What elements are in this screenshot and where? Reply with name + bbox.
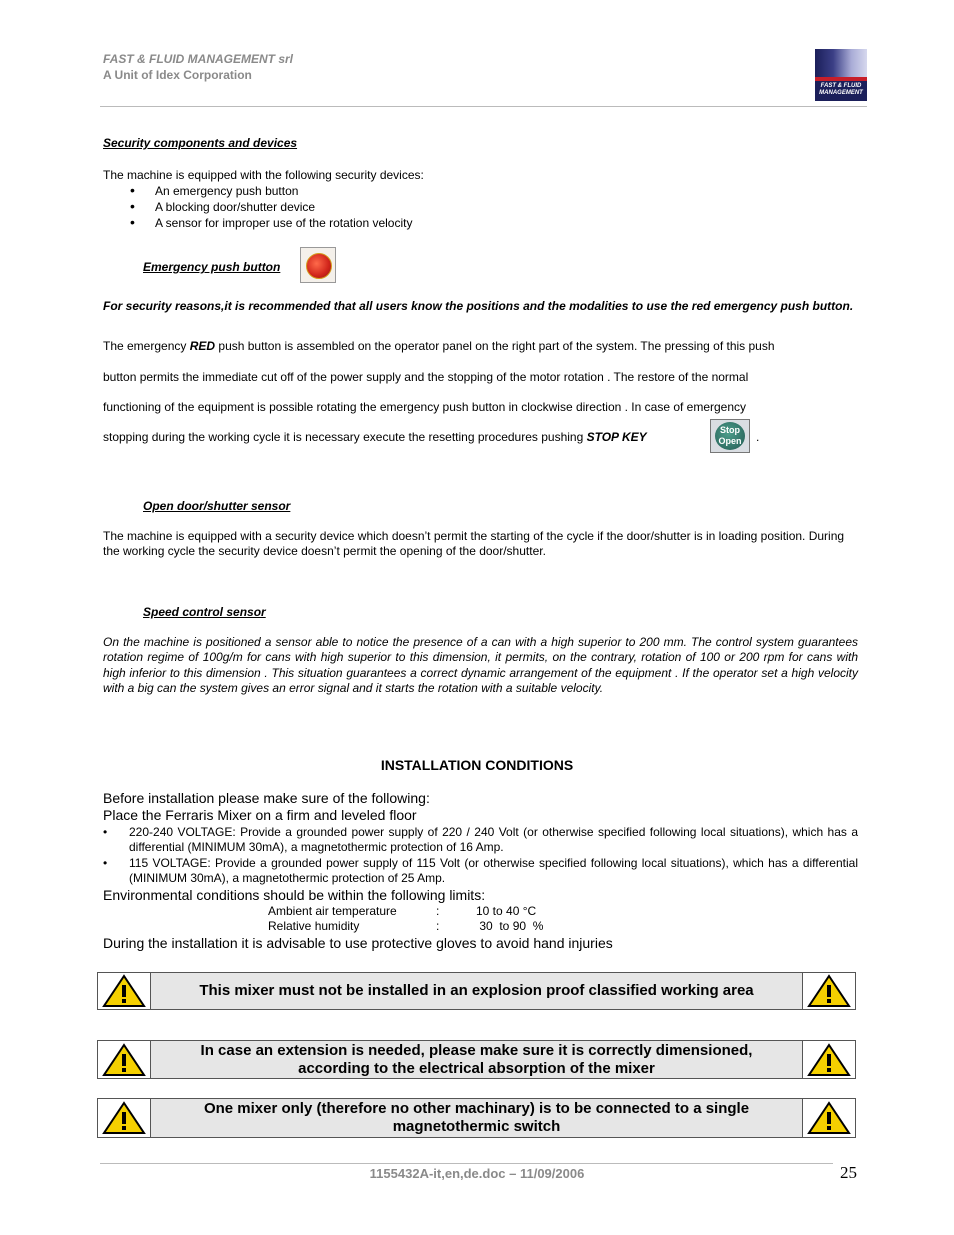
installation-line-2: Place the Ferraris Mixer on a firm and leveled floor [103,807,417,823]
warning-box [97,1040,856,1079]
speed-sensor-text: On the machine is positioned a sensor able to notice the presence of a can with a high superior to 200 mm. The control system guarantees rotation regime of 100g/m for cans with high superior to this dimension, it permits, on the contrary, rotation of 100 or 200 rpm for cans with high inferior to this dimension . This situation guarantees a correct dynamic arrangement of the equipment . If the operator set a high velocity with a big can the system gives an error signal and it starts the rotation with a suitable velocity. [103,635,858,695]
logo-text: FAST & FLUID MANAGEMENT [815,81,867,101]
emergency-paragraph-4 [103,429,647,445]
warning-box [97,1098,856,1138]
emergency-paragraph-2: button permits the immediate cut off of the power supply and the stopping of the motor rotation . The restore of the normal [103,370,749,384]
security-intro: The machine is equipped with the following security devices: [103,168,424,182]
warning-box [97,972,856,1010]
list-item: • An emergency push button [103,183,412,199]
trailing-period: . [756,430,760,444]
text-span: The emergency [103,339,190,353]
company-name: FAST & FLUID MANAGEMENT srl [103,52,294,66]
bullet-text: 115 VOLTAGE: Provide a grounded power supply of 115 Volt (or otherwise specified following local situations), which has a differential (MINIMUM 30mA), a magnetothermic protection of 25 Amp. [129,856,858,885]
emergency-button-icon [300,247,336,283]
page-number: 25 [840,1163,857,1182]
limit-label: Relative humidity [268,919,360,933]
warning-icon [98,1099,150,1137]
list-item: • 220-240 VOLTAGE: Provide a grounded power supply of 220 / 240 Volt (or otherwise specified following local situations), which has a differential (MINIMUM 30mA), a magnetothermic protection of 16 Amp. [103,825,858,854]
installation-title: INSTALLATION CONDITIONS [380,757,574,773]
limit-label: Ambient air temperature [268,904,397,918]
list-item: • A blocking door/shutter device [103,199,412,215]
security-list [103,183,412,231]
security-title: Security components and devices [103,136,298,150]
company-subtitle: A Unit of Idex Corporation [103,68,252,82]
limit-value: 10 to 40 °C [476,904,537,918]
emergency-warning: For security reasons,it is recommended that all users know the positions and the modalities to use the red emergency push button. [103,299,854,313]
company-logo [815,49,867,101]
installation-bullets [103,825,858,886]
footer-divider [100,1163,833,1164]
door-sensor-text: The machine is equipped with a security device which doesn’t permit the starting of the cycle if the door/shutter is in loading position. During the working cycle the security device doesn’t permit the opening of the door/shutter. [103,529,845,558]
limit-sep: : [436,904,440,918]
bullet-text: 220-240 VOLTAGE: Provide a grounded power supply of 220 / 240 Volt (or otherwise specified following local situations), which has a differential (MINIMUM 30mA), a magnetothermic protection of 16 Amp. [129,825,858,854]
gloves-advice: During the installation it is advisable to use protective gloves to avoid hand injuries [103,935,613,951]
warning-text: One mixer only (therefore no other machinary) is to be connected to a single magnetothermic switch [150,1099,803,1137]
stop-open-icon-label: Stop Open [715,422,745,450]
header-divider [100,106,867,107]
text-span: stopping during the working cycle it is necessary execute the resetting procedures pushing [103,430,587,444]
list-item: • A sensor for improper use of the rotation velocity [103,215,412,231]
limit-sep: : [436,919,440,933]
door-sensor-title: Open door/shutter sensor [143,499,291,513]
warning-text: In case an extension is needed, please make sure it is correctly dimensioned, according to the electrical absorption of the mixer [150,1041,803,1078]
document-reference: 1155432A-it,en,de.doc – 11/09/2006 [369,1166,585,1181]
red-word: RED [189,339,216,353]
emergency-paragraph-3: functioning of the equipment is possible rotating the emergency push button in clockwise direction . In case of emergency [103,400,747,414]
warning-text: This mixer must not be installed in an explosion proof classified working area [150,973,803,1009]
limit-value: 30 to 90 % [476,919,544,933]
warning-icon [803,1041,855,1078]
installation-line-1: Before installation please make sure of the following: [103,790,430,806]
speed-sensor-title: Speed control sensor [143,605,266,619]
warning-icon [98,973,150,1009]
stop-open-icon [710,419,750,453]
emergency-title: Emergency push button [143,260,281,274]
text-span: push button is assembled on the operator panel on the right part of the system. The pressing of this push [215,339,775,353]
warning-icon [803,973,855,1009]
environment-limits [268,904,543,934]
list-item: • 115 VOLTAGE: Provide a grounded power supply of 115 Volt (or otherwise specified following local situations), which has a differential (MINIMUM 30mA), a magnetothermic protection of 25 Amp. [103,856,858,885]
emergency-paragraph-1 [103,338,863,354]
warning-icon [803,1099,855,1137]
warning-icon [98,1041,150,1078]
environment-intro: Environmental conditions should be within the following limits: [103,887,486,903]
limit-row [268,904,543,919]
stop-key-label: STOP KEY [586,430,647,444]
limit-row [268,919,543,934]
